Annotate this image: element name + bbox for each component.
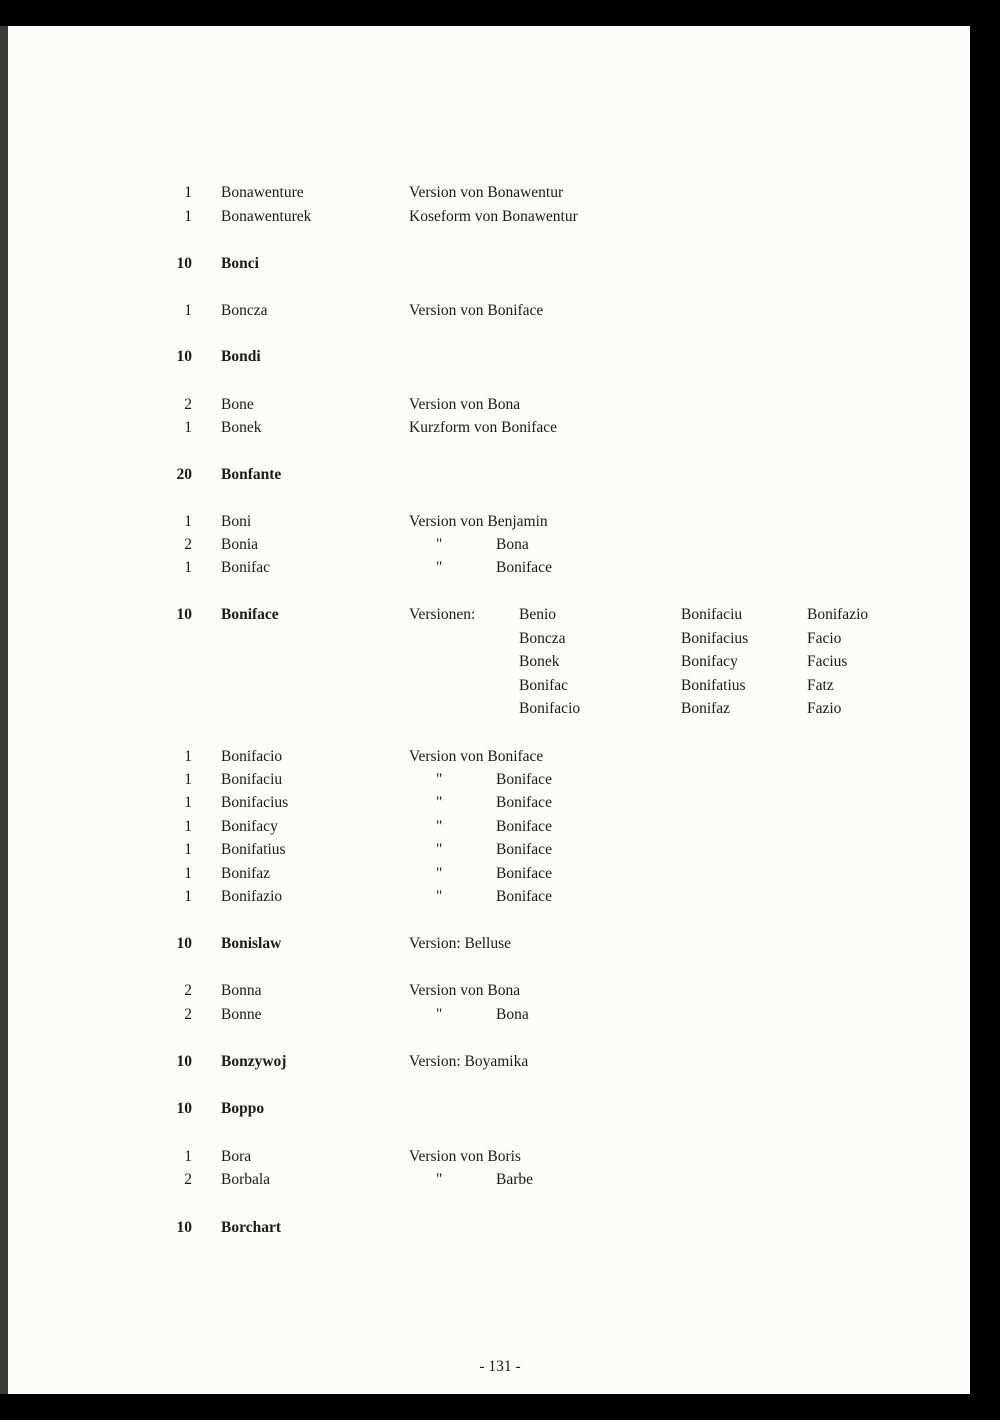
name-description: Version von Boniface: [409, 302, 544, 319]
list-row: [0, 746, 1000, 768]
version-name: Facio: [807, 629, 842, 647]
list-row: [0, 346, 1000, 368]
name-entry: Bonna: [221, 982, 262, 999]
name-entry: Bonfante: [221, 466, 282, 483]
name-count: 1: [184, 748, 192, 765]
list-row: [0, 769, 1000, 791]
ditto-mark: ": [436, 865, 443, 882]
name-description: Version: Belluse: [409, 935, 512, 952]
name-entry: Bone: [221, 396, 254, 413]
ditto-mark: ": [436, 771, 443, 788]
name-entry: Bonifaciu: [221, 771, 283, 788]
versions-row: [0, 651, 1000, 673]
name-count: 1: [184, 794, 192, 811]
version-name: Fazio: [807, 700, 842, 717]
name-description: Version von Bonawentur: [409, 184, 564, 201]
name-entry: Bondi: [221, 348, 261, 365]
version-name: Bonifacius: [681, 629, 749, 647]
name-description: Kurzform von Boniface: [409, 419, 558, 436]
list-row: [0, 1098, 1000, 1120]
ditto-mark: ": [436, 1171, 443, 1188]
name-count: 1: [184, 302, 192, 319]
ditto-mark: ": [436, 841, 443, 858]
list-row: [0, 511, 1000, 533]
name-entry: Bonne: [221, 1006, 262, 1023]
list-row: [0, 980, 1000, 1002]
name-entry: Bonislaw: [221, 935, 282, 952]
name-entry: Bonzywoj: [221, 1053, 287, 1070]
name-description: Boniface: [496, 818, 552, 835]
list-row: [0, 206, 1000, 228]
version-name: Bonifatius: [681, 676, 746, 694]
name-count: 10: [176, 255, 192, 272]
list-row: [0, 1004, 1000, 1026]
list-row: [0, 1146, 1000, 1168]
version-name: Benio: [519, 606, 557, 623]
version-name: Bonifacy: [681, 653, 738, 670]
name-entry: Bonawenturek: [221, 208, 312, 225]
list-row: [0, 1169, 1000, 1191]
name-count: 1: [184, 419, 192, 436]
name-count: 10: [176, 348, 192, 365]
name-count: 1: [184, 513, 192, 530]
name-description: Boniface: [496, 794, 552, 811]
list-row: [0, 816, 1000, 838]
name-count: 2: [184, 982, 192, 999]
name-entry: Bonifacio: [221, 748, 283, 765]
list-row: [0, 300, 1000, 322]
name-entry: Bonifacius: [221, 794, 289, 811]
name-count: 2: [184, 396, 192, 413]
list-row: [0, 253, 1000, 275]
name-description: Boniface: [496, 865, 552, 882]
name-count: 2: [184, 1006, 192, 1023]
versions-row: [0, 675, 1000, 697]
list-row: [0, 886, 1000, 908]
list-row: [0, 534, 1000, 556]
list-row: [0, 417, 1000, 439]
name-description: Boniface: [496, 841, 552, 858]
name-count: 10: [176, 1219, 192, 1236]
list-row: [0, 839, 1000, 861]
name-description: Version: Boyamika: [409, 1053, 529, 1070]
ditto-mark: ": [436, 559, 443, 576]
name-count: 1: [184, 208, 192, 225]
version-name: Bonifazio: [807, 606, 869, 623]
ditto-mark: ": [436, 888, 443, 905]
name-entry: Bonawenture: [221, 184, 304, 201]
name-description: Boniface: [496, 888, 552, 905]
name-entry: Borbala: [221, 1171, 271, 1188]
version-name: Fatz: [807, 676, 834, 694]
name-entry: Boniface: [221, 606, 279, 623]
version-name: Bonifaz: [681, 700, 731, 717]
name-entry: Boppo: [221, 1100, 265, 1117]
name-entry: Bonifaz: [221, 865, 271, 882]
name-description: Bona: [496, 1006, 529, 1023]
list-row: [0, 792, 1000, 814]
name-entry: Bonci: [221, 255, 259, 272]
name-count: 1: [184, 559, 192, 576]
version-name: Boncza: [519, 629, 566, 647]
name-count: 1: [184, 888, 192, 905]
name-entry: Bonifac: [221, 559, 271, 576]
name-entry: Bonia: [221, 536, 259, 553]
name-count: 10: [176, 1100, 192, 1117]
name-entry: Bonifatius: [221, 841, 286, 858]
ditto-mark: ": [436, 1006, 443, 1023]
name-description: Boniface: [496, 771, 552, 788]
name-entry: Bonifacy: [221, 818, 278, 835]
name-description: Version von Bona: [409, 396, 521, 413]
version-name: Facius: [807, 653, 848, 670]
list-row: [0, 464, 1000, 486]
version-name: Bonifac: [519, 676, 569, 694]
list-row: [0, 557, 1000, 579]
versions-row: [0, 698, 1000, 720]
version-name: Bonifacio: [519, 700, 581, 717]
name-count: 1: [184, 1148, 192, 1165]
list-row: [0, 1051, 1000, 1073]
name-count: 20: [176, 466, 192, 483]
version-name: Bonifaciu: [681, 606, 743, 623]
name-count: 10: [176, 606, 192, 623]
ditto-mark: ": [436, 794, 443, 811]
name-count: 2: [184, 1171, 192, 1188]
name-description: Bona: [496, 536, 529, 553]
name-count: 1: [184, 184, 192, 201]
name-description: Version von Bona: [409, 982, 521, 999]
list-row: [0, 394, 1000, 416]
name-entry: Borchart: [221, 1219, 281, 1236]
name-description: Version von Boniface: [409, 748, 544, 765]
ditto-mark: ": [436, 536, 443, 553]
name-count: 1: [184, 771, 192, 788]
name-count: 10: [176, 935, 192, 952]
page-number: - 131 -: [479, 1358, 521, 1375]
ditto-mark: ": [436, 818, 443, 835]
name-entry: Boncza: [221, 302, 268, 319]
name-description: Version von Benjamin: [409, 513, 548, 530]
name-count: 2: [184, 536, 192, 553]
name-count: 1: [184, 818, 192, 835]
list-row: [0, 1217, 1000, 1239]
list-row: [0, 933, 1000, 955]
name-count: 1: [184, 841, 192, 858]
name-count: 1: [184, 865, 192, 882]
versions-row: [0, 604, 1000, 626]
name-description: Barbe: [496, 1171, 534, 1188]
name-entry: Bora: [221, 1148, 252, 1165]
list-row: [0, 863, 1000, 885]
versions-row: [0, 628, 1000, 650]
name-entry: Bonek: [221, 419, 262, 436]
name-description: Boniface: [496, 559, 552, 576]
name-entry: Bonifazio: [221, 888, 283, 905]
list-row: [0, 182, 1000, 204]
name-description: Koseform von Bonawentur: [409, 208, 578, 225]
name-description: Versionen:: [409, 606, 476, 623]
version-name: Bonek: [519, 653, 560, 670]
name-entry: Boni: [221, 513, 252, 530]
name-description: Version von Boris: [409, 1148, 521, 1165]
name-count: 10: [176, 1053, 192, 1070]
